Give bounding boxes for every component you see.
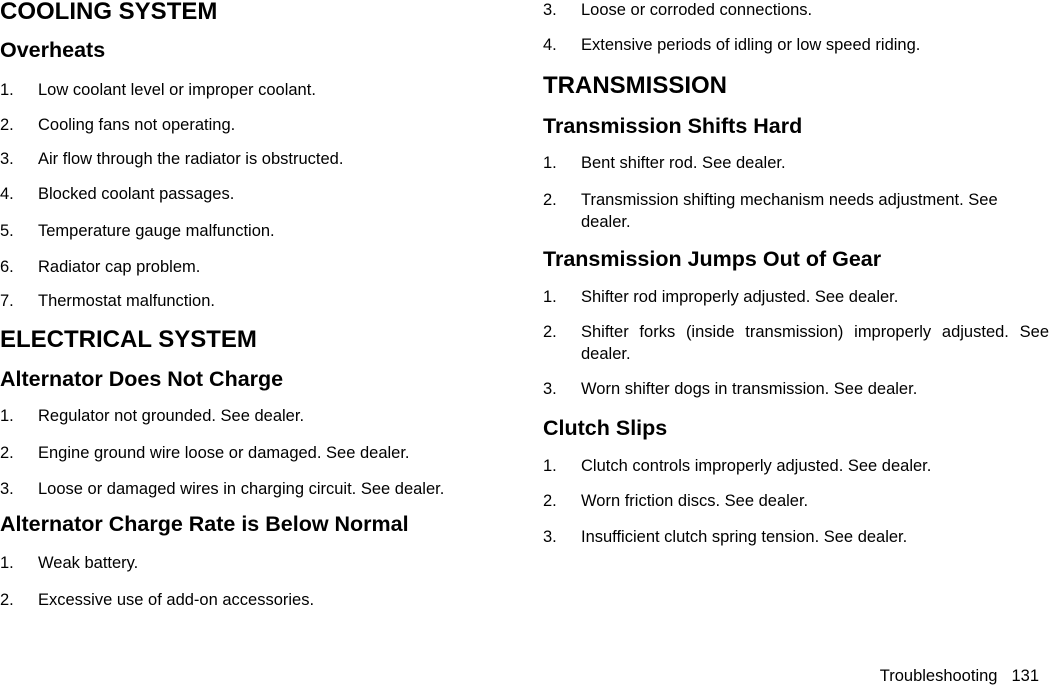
jumps-out-of-gear-heading: Transmission Jumps Out of Gear <box>543 247 882 271</box>
transmission-heading: TRANSMISSION <box>543 72 728 99</box>
page-number: 131 <box>1011 667 1039 685</box>
list-item: 7. Thermostat malfunction. <box>0 292 215 310</box>
list-item: 2. Excessive use of add-on accessories. <box>0 591 315 609</box>
list-item: 1. Weak battery. <box>0 554 139 572</box>
clutch-slips-heading: Clutch Slips <box>543 416 668 440</box>
list-item: 2. Worn friction discs. See dealer. <box>543 492 809 510</box>
list-item: 3. Air flow through the radiator is obstructed. <box>0 150 344 168</box>
list-item: 6. Radiator cap problem. <box>0 258 201 276</box>
alternator-no-charge-heading: Alternator Does Not Charge <box>0 367 284 391</box>
footer-section-title: Troubleshooting <box>879 667 998 685</box>
list-item: 3. Loose or damaged wires in charging circuit. See dealer. <box>0 480 445 498</box>
overheats-heading: Overheats <box>0 38 106 62</box>
alternator-below-normal-heading: Alternator Charge Rate is Below Normal <box>0 512 409 536</box>
list-item: 1. Clutch controls improperly adjusted. See dealer. <box>543 457 932 475</box>
electrical-system-heading: ELECTRICAL SYSTEM <box>0 326 257 353</box>
list-item: 4. Extensive periods of idling or low speed riding. <box>543 36 921 54</box>
cooling-system-heading: COOLING SYSTEM <box>0 0 218 25</box>
list-item: 1. Regulator not grounded. See dealer. <box>0 407 305 425</box>
list-item: 1. Bent shifter rod. See dealer. <box>543 154 786 172</box>
list-item: 5. Temperature gauge malfunction. <box>0 222 275 240</box>
list-item: 2. Cooling fans not operating. <box>0 116 236 134</box>
list-item: 3. Loose or corroded connections. <box>543 1 813 19</box>
list-item: 3. Worn shifter dogs in transmission. See dealer. <box>543 380 918 398</box>
list-item: 1. Shifter rod improperly adjusted. See dealer. <box>543 288 899 306</box>
list-item: 2. Shifter forks (inside transmission) improperly adjusted. See dealer. <box>543 323 1049 363</box>
list-item: 3. Insufficient clutch spring tension. See dealer. <box>543 528 908 546</box>
page-footer <box>880 665 1039 687</box>
list-item: 1. Low coolant level or improper coolant. <box>0 81 316 99</box>
list-item: 4. Blocked coolant passages. <box>0 185 235 203</box>
list-item: 2. Engine ground wire loose or damaged. See dealer. <box>0 444 410 462</box>
shifts-hard-heading: Transmission Shifts Hard <box>543 114 803 138</box>
list-item: 2. Transmission shifting mechanism needs adjustment. See dealer. <box>543 191 998 231</box>
